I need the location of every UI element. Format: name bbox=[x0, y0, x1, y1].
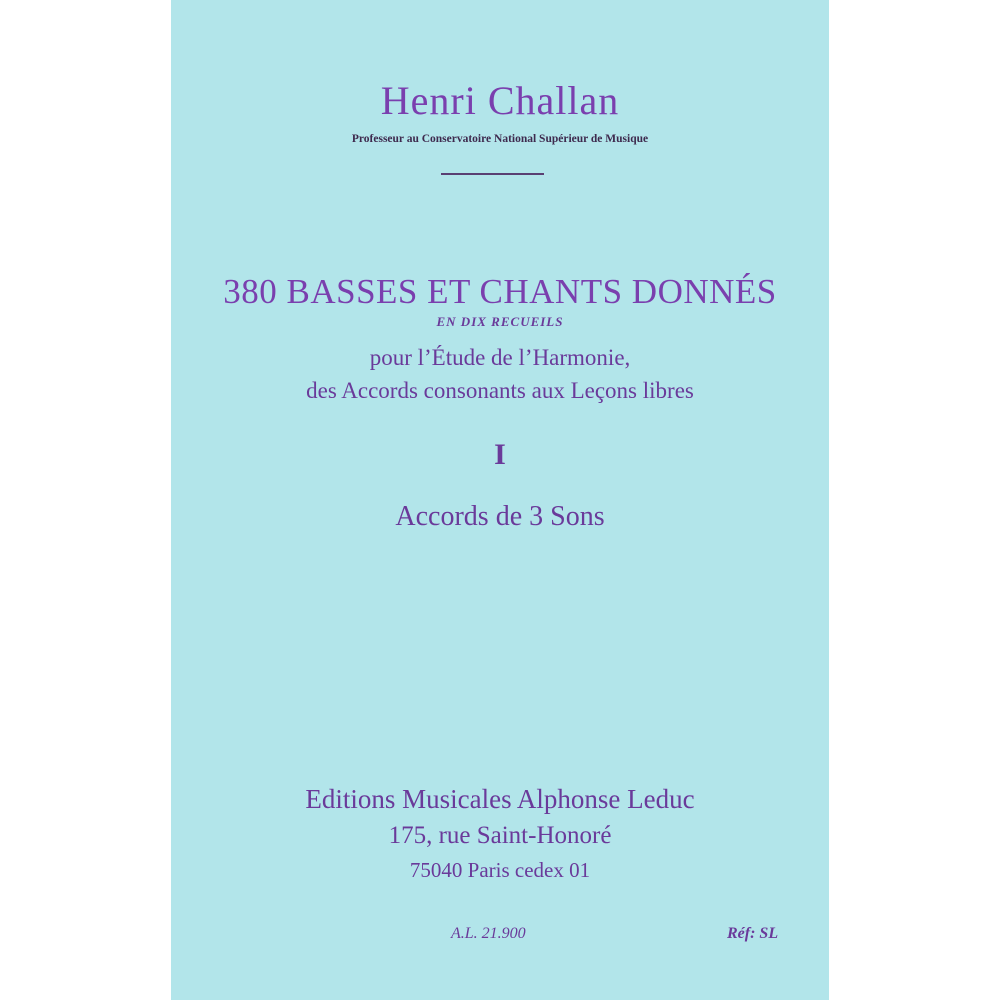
divider-rule bbox=[441, 173, 544, 175]
publisher-name: Editions Musicales Alphonse Leduc bbox=[305, 784, 695, 814]
description-line-1: pour l’Étude de l’Harmonie, bbox=[369, 345, 631, 370]
publisher-city: 75040 Paris cedex 01 bbox=[409, 858, 591, 882]
author-name: Henri Challan bbox=[380, 78, 620, 123]
catalog-number: A.L. 21.900 bbox=[451, 925, 526, 942]
publisher-address: 175, rue Saint-Honoré bbox=[388, 822, 612, 849]
volume-number: I bbox=[494, 438, 506, 471]
book-cover bbox=[171, 0, 829, 1000]
volume-title: Accords de 3 Sons bbox=[395, 501, 605, 532]
author-role: Professeur au Conservatoire National Supérieur de Musique bbox=[351, 133, 649, 145]
reference-code: Réf: SL bbox=[727, 925, 779, 942]
main-title: 380 BASSES ET CHANTS DONNÉS bbox=[223, 272, 777, 311]
description-line-2: des Accords consonants aux Leçons libres bbox=[306, 378, 694, 403]
subtitle-small: EN DIX RECUEILS bbox=[436, 314, 564, 329]
